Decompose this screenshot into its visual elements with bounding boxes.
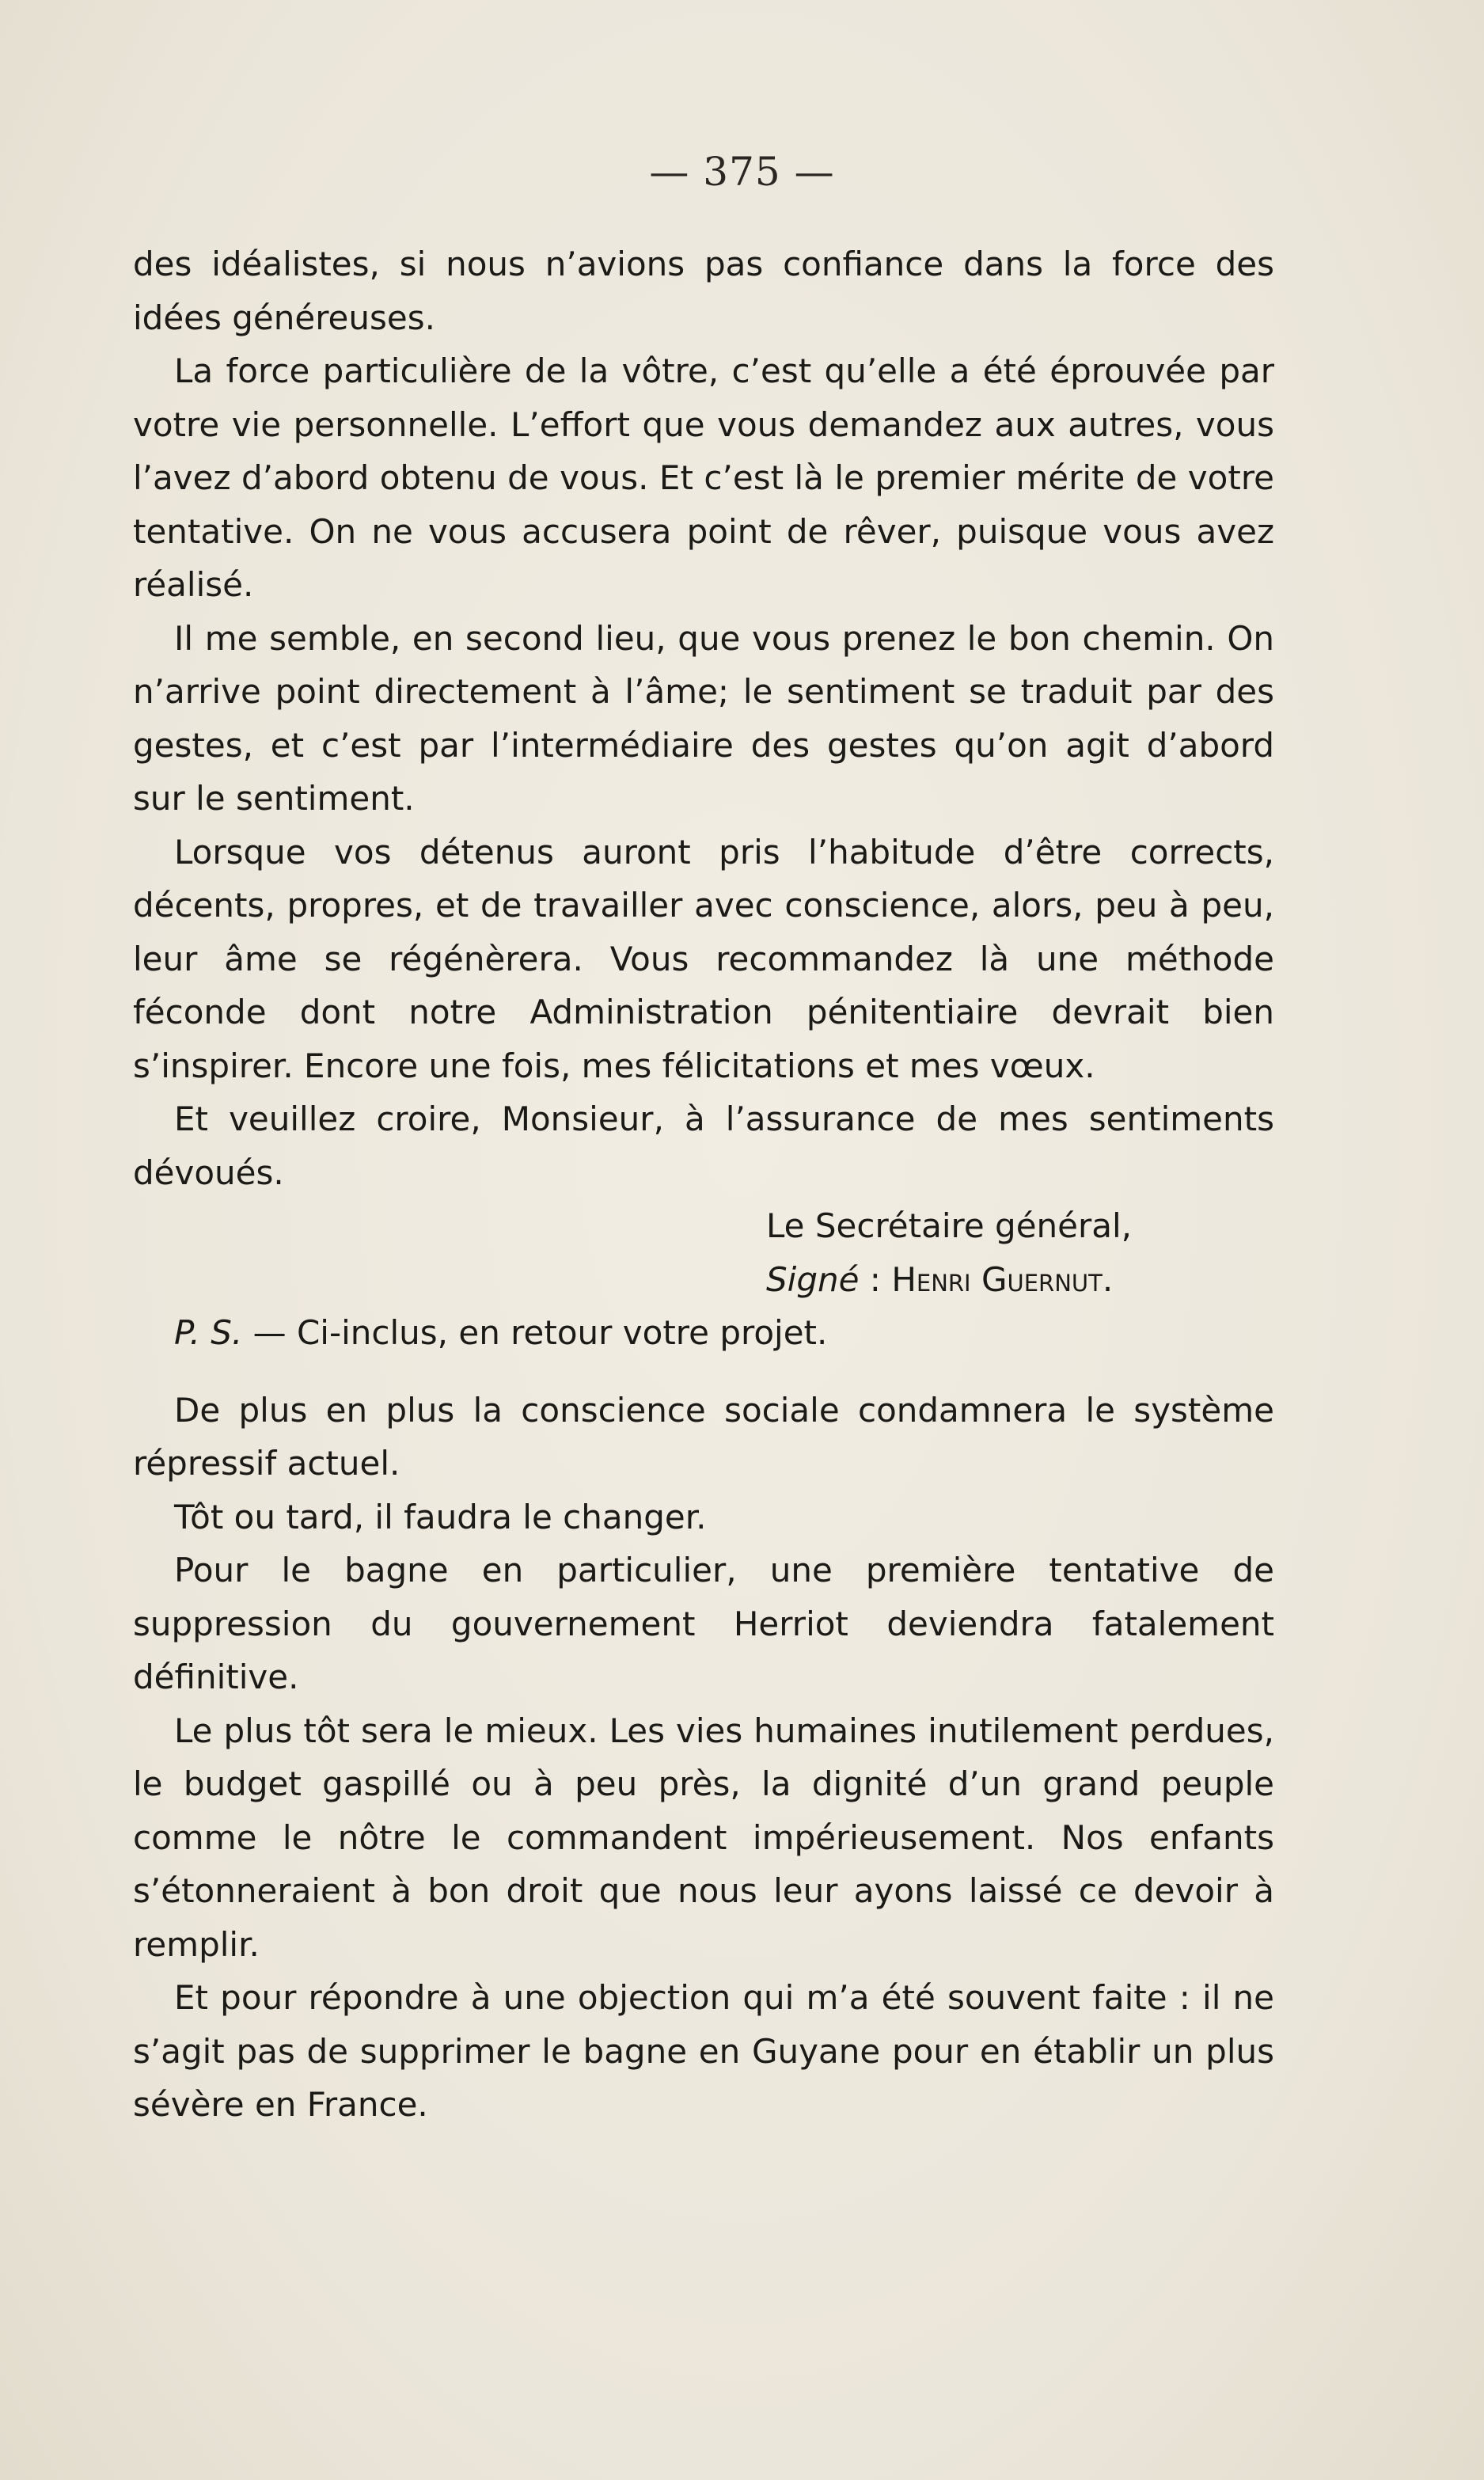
paragraph: La force particulière de la vôtre, c’est qu’elle a été éprouvée par votre vie personnelle. L’effort que vous demandez aux autres, vous l’avez d’abord obtenu de vous. Et c’est là le premier mérite de votre tentative. On ne vous accusera point de rêver, puisque vous avez réalisé. — [133, 351, 1274, 604]
paragraph: De plus en plus la conscience sociale condamnera le système répressif actuel. — [133, 1390, 1274, 1483]
paragraph: Et pour répondre à une objection qui m’a été souvent faite : il ne s’agit pas de supprimer le bagne en Guyane pour en établir un plus sévère en France. — [133, 1978, 1274, 2124]
signature-separator: : — [859, 1259, 892, 1299]
signature-line — [133, 1253, 1274, 1307]
page-number: — 375 — — [649, 149, 835, 195]
paragraph: Le plus tôt sera le mieux. Les vies humaines inutilement perdues, le budget gaspillé ou à peu près, la dignité d’un grand peuple comme le nôtre le commandent impérieusement. Nos enfants s’étonneraient à bon droit que nous leur ayons laissé ce devoir à remplir. — [133, 1711, 1274, 1964]
postscript-text: — Ci-inclus, en retour votre projet. — [242, 1313, 828, 1352]
postscript-label: P. S. — [174, 1313, 243, 1352]
signature-role: Le Secrétaire général, — [766, 1206, 1133, 1245]
signature-name: Henri Guernut. — [891, 1259, 1114, 1299]
signed-label: Signé — [766, 1259, 860, 1299]
paragraph: Tôt ou tard, il faudra le changer. — [174, 1497, 707, 1536]
paragraph: Lorsque vos détenus auront pris l’habitude d’être corrects, décents, propres, et de travailler avec conscience, alors, peu à peu, leur âme se régénèrera. Vous recommandez là une méthode féconde dont notre Administration pénitentiaire devrait bien s’inspirer. Encore une fois, mes félicitations et mes vœux. — [133, 832, 1274, 1085]
postscript — [133, 1306, 1274, 1360]
closing-section — [133, 1384, 1274, 2132]
paragraph: Pour le bagne en particulier, une première tentative de suppression du gouvernement Herriot deviendra fatalement définitive. — [133, 1551, 1274, 1696]
body-text — [133, 237, 1274, 2132]
paragraph: Il me semble, en second lieu, que vous prenez le bon chemin. On n’arrive point directement à l’âme; le sentiment se traduit par des gestes, et c’est par l’intermédiaire des gestes qu’on agit d’abord sur le sentiment. — [133, 618, 1274, 818]
paragraph: Et veuillez croire, Monsieur, à l’assurance de mes sentiments dévoués. — [133, 1099, 1274, 1192]
paragraph: des idéalistes, si nous n’avions pas confiance dans la force des idées généreuses. — [133, 245, 1274, 337]
